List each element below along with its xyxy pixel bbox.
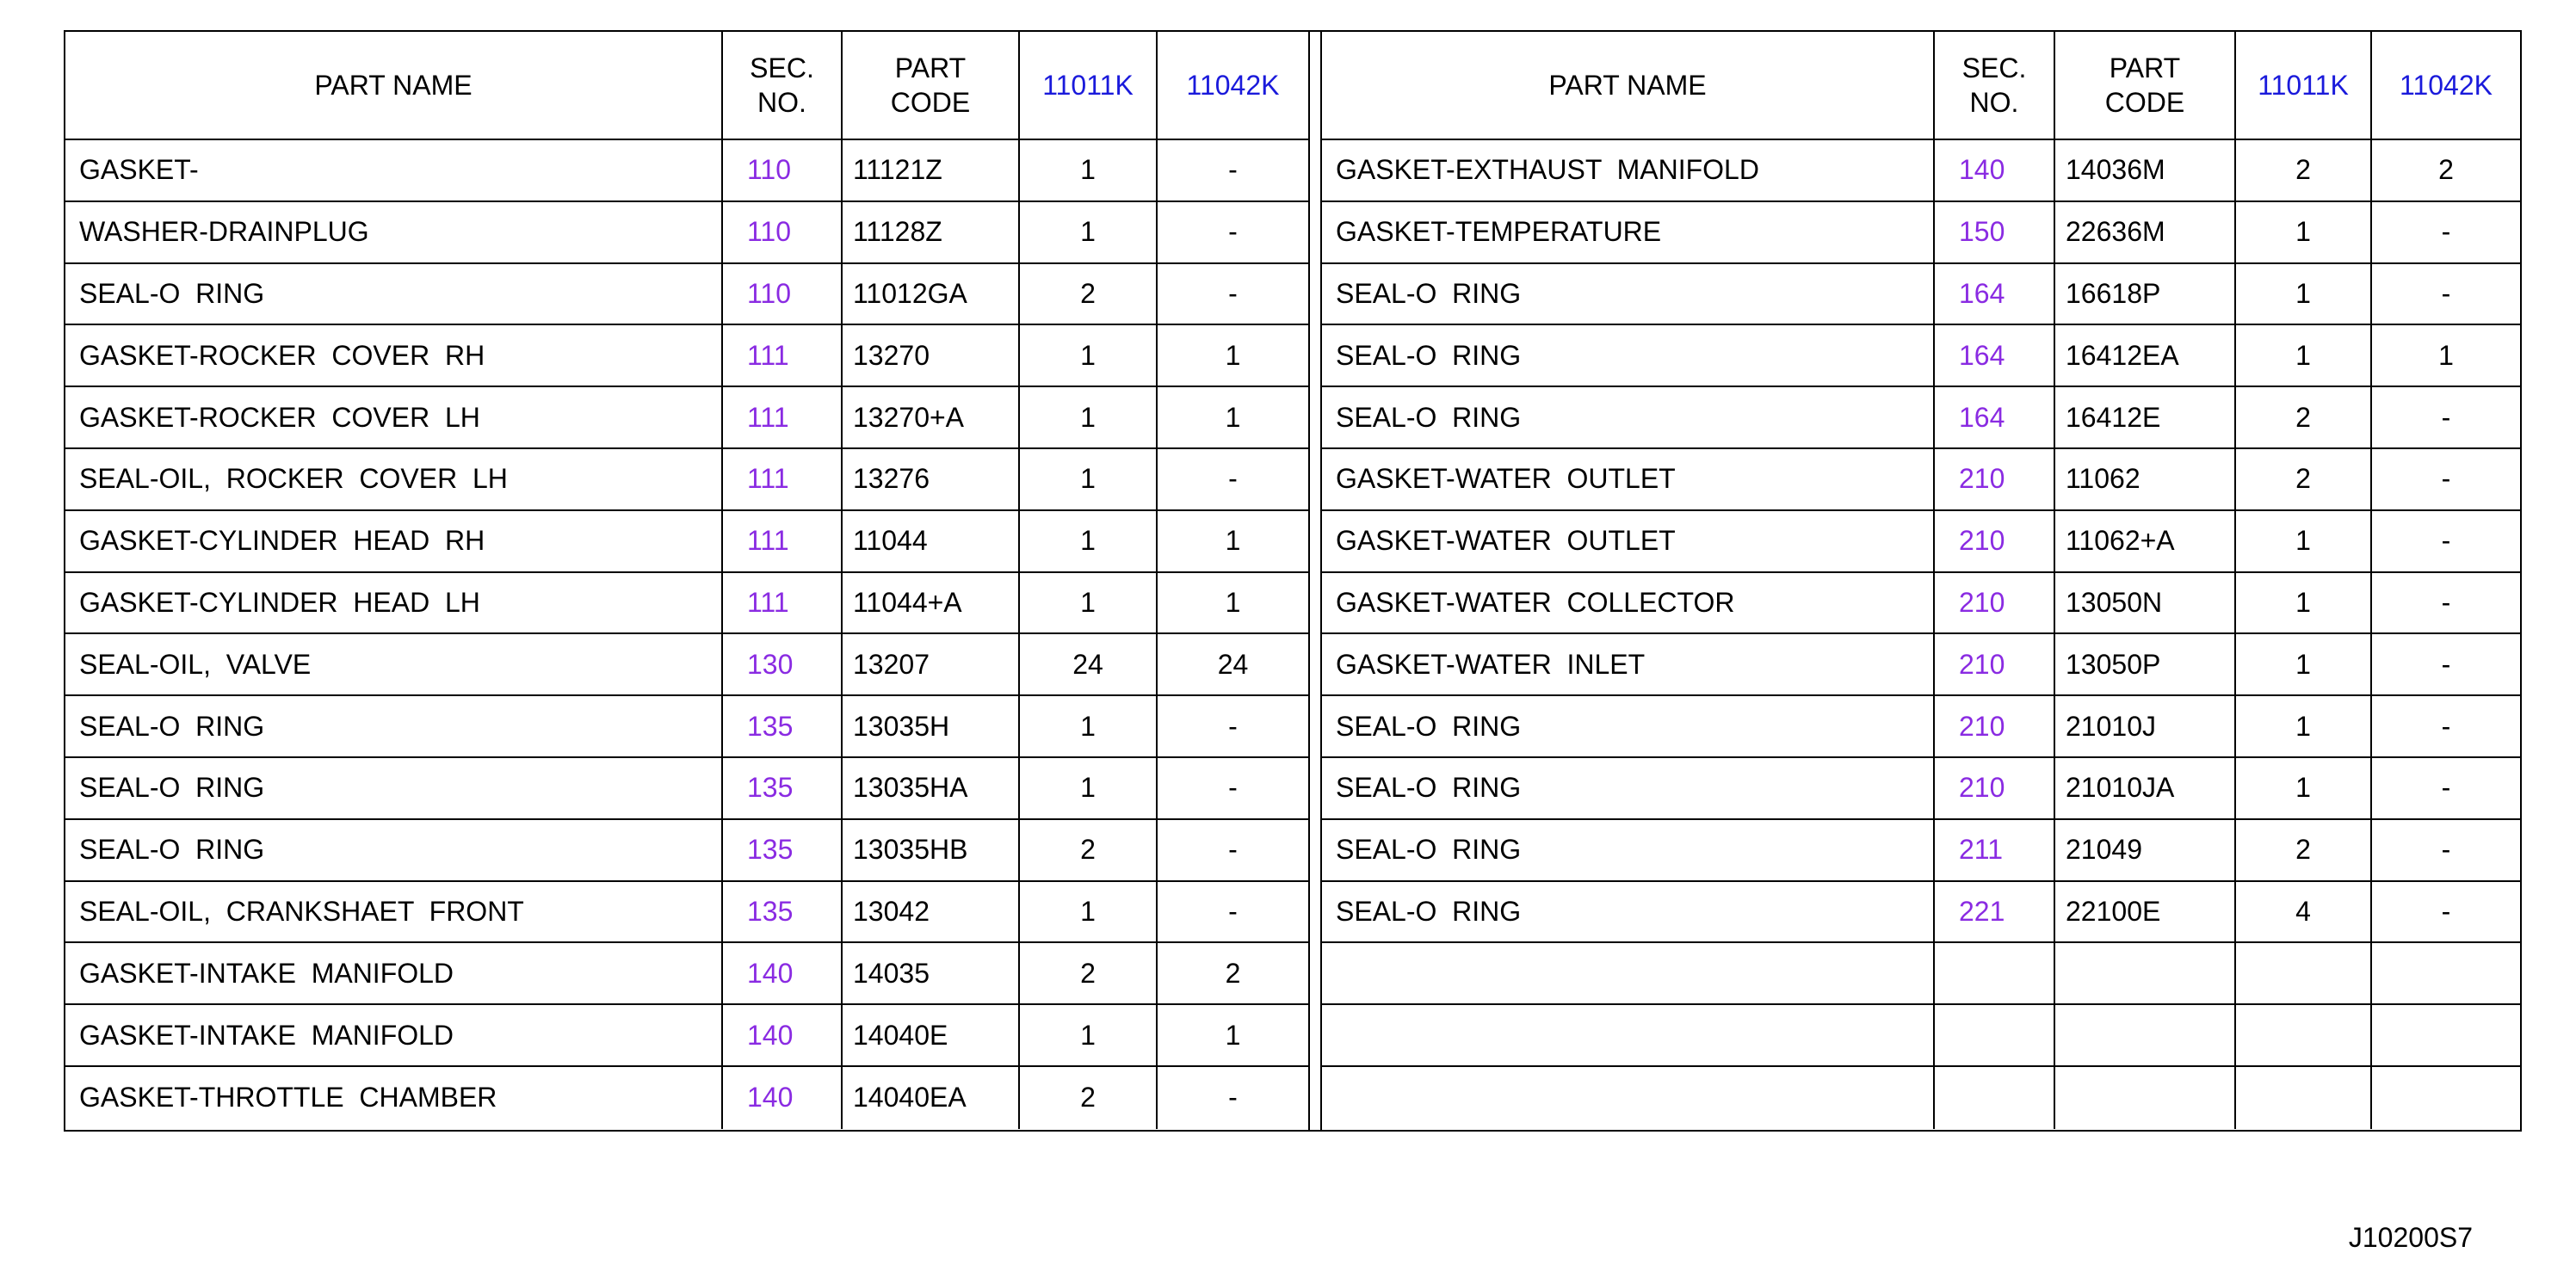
qty-11011k-cell: 1	[2236, 758, 2372, 818]
table-row	[65, 449, 1308, 511]
qty-11042k-cell: -	[1228, 895, 1238, 927]
qty-11042k-cell: -	[2441, 463, 2451, 495]
sec-no-cell	[1935, 943, 2055, 1003]
part-name-cell: GASKET-	[65, 140, 723, 200]
qty-11011k-cell: 24	[1020, 634, 1158, 694]
part-code-cell: 13035H	[843, 696, 1020, 756]
table-row	[1322, 573, 2520, 635]
qty-11042k-cell: -	[2441, 586, 2451, 618]
table-header-row	[65, 32, 1308, 140]
part-name-cell: SEAL-O RING	[1322, 387, 1935, 447]
header-model-11011k: 11011K	[2236, 32, 2372, 139]
qty-11042k-cell: 1	[1225, 586, 1241, 618]
qty-11042k-cell: 24	[1217, 648, 1249, 680]
qty-11042k-cell: -	[2441, 525, 2451, 557]
table-row	[1322, 634, 2520, 696]
qty-11042k-cell: -	[2441, 710, 2451, 742]
qty-11011k-cell	[2236, 1005, 2372, 1065]
part-code-cell: 13050P	[2055, 634, 2236, 694]
qty-11011k-cell: 1	[2236, 511, 2372, 571]
qty-11011k-cell: 1	[2236, 696, 2372, 756]
part-code-cell: 14040E	[843, 1005, 1020, 1065]
qty-11011k-cell: 1	[2236, 264, 2372, 324]
sec-no-cell: 111	[723, 573, 843, 633]
qty-11042k-cell: -	[1228, 772, 1238, 804]
qty-11011k-cell: 2	[2236, 387, 2372, 447]
table-row	[65, 634, 1308, 696]
qty-11011k-cell: 2	[2236, 820, 2372, 880]
qty-11011k-cell: 2	[2236, 140, 2372, 200]
sec-no-cell: 140	[723, 1005, 843, 1065]
table-row	[1322, 202, 2520, 264]
part-name-cell: GASKET-EXTHAUST MANIFOLD	[1322, 140, 1935, 200]
table-row	[1322, 387, 2520, 449]
part-name-cell: WASHER-DRAINPLUG	[65, 202, 723, 262]
qty-11011k-cell: 2	[1020, 943, 1158, 1003]
part-code-cell: 16412E	[2055, 387, 2236, 447]
header-sec-no: SEC. NO.	[1935, 32, 2055, 139]
part-name-cell: SEAL-O RING	[1322, 758, 1935, 818]
table-row	[65, 387, 1308, 449]
table-row	[1322, 882, 2520, 944]
sec-no-cell: 210	[1935, 449, 2055, 509]
part-code-cell: 21010J	[2055, 696, 2236, 756]
part-code-cell	[2055, 943, 2236, 1003]
part-code-cell: 11044	[843, 511, 1020, 571]
sec-no-cell: 110	[723, 140, 843, 200]
header-model-11042k: 11042K	[2400, 70, 2493, 101]
header-part-name: PART NAME	[1322, 32, 1935, 139]
qty-11011k-cell: 1	[1020, 449, 1158, 509]
part-name-cell: SEAL-O RING	[1322, 820, 1935, 880]
table-row	[65, 1067, 1308, 1129]
part-code-cell: 21010JA	[2055, 758, 2236, 818]
sec-no-cell: 111	[723, 325, 843, 386]
part-name-cell: SEAL-O RING	[1322, 882, 1935, 942]
table-row	[1322, 758, 2520, 820]
qty-11042k-cell	[2372, 943, 2520, 1003]
qty-11011k-cell: 1	[1020, 758, 1158, 818]
part-code-cell: 21049	[2055, 820, 2236, 880]
sec-no-cell: 130	[723, 634, 843, 694]
sec-no-cell: 164	[1935, 325, 2055, 386]
sec-no-cell: 140	[723, 943, 843, 1003]
qty-11042k-cell: -	[2441, 648, 2451, 680]
sec-no-cell: 211	[1935, 820, 2055, 880]
part-name-cell: SEAL-O RING	[1322, 264, 1935, 324]
part-name-cell: GASKET-WATER OUTLET	[1322, 449, 1935, 509]
table-row	[1322, 140, 2520, 202]
table-row	[65, 882, 1308, 944]
qty-11042k-cell: 1	[1225, 1019, 1241, 1051]
part-name-cell: SEAL-OIL, ROCKER COVER LH	[65, 449, 723, 509]
qty-11042k-cell: -	[2441, 216, 2451, 248]
table-row	[1322, 264, 2520, 326]
qty-11042k-cell: 1	[1225, 401, 1241, 433]
header-part-code: PART CODE	[2055, 32, 2236, 139]
part-code-cell: 11121Z	[843, 140, 1020, 200]
part-code-cell: 13270+A	[843, 387, 1020, 447]
parts-table	[64, 30, 2522, 1132]
qty-11042k-cell	[2372, 1067, 2520, 1129]
part-code-cell	[2055, 1005, 2236, 1065]
qty-11011k-cell: 2	[2236, 449, 2372, 509]
header-model-11011k: 11011K	[1020, 32, 1158, 139]
table-row	[1322, 1067, 2520, 1129]
part-code-cell: 14035	[843, 943, 1020, 1003]
qty-11011k-cell: 2	[1020, 264, 1158, 324]
part-name-cell: GASKET-ROCKER COVER RH	[65, 325, 723, 386]
part-name-cell: SEAL-OIL, VALVE	[65, 634, 723, 694]
qty-11011k-cell: 1	[2236, 325, 2372, 386]
part-code-cell: 14040EA	[843, 1067, 1020, 1129]
qty-11042k-cell: -	[2441, 401, 2451, 433]
part-code-cell: 16412EA	[2055, 325, 2236, 386]
sec-no-cell: 210	[1935, 573, 2055, 633]
qty-11042k-cell: -	[2441, 834, 2451, 866]
table-row	[1322, 1005, 2520, 1067]
sec-no-cell: 111	[723, 449, 843, 509]
part-name-cell	[1322, 1005, 1935, 1065]
sec-no-cell: 110	[723, 264, 843, 324]
table-row	[1322, 449, 2520, 511]
table-row	[65, 140, 1308, 202]
qty-11042k-cell: -	[1228, 216, 1238, 248]
qty-11011k-cell: 1	[1020, 387, 1158, 447]
qty-11042k-cell: -	[2441, 895, 2451, 927]
qty-11042k-cell	[2372, 1005, 2520, 1065]
part-name-cell: GASKET-CYLINDER HEAD RH	[65, 511, 723, 571]
sec-no-cell: 135	[723, 820, 843, 880]
part-code-cell: 13035HA	[843, 758, 1020, 818]
qty-11011k-cell: 1	[2236, 202, 2372, 262]
qty-11011k-cell: 1	[1020, 1005, 1158, 1065]
qty-11011k-cell: 1	[1020, 325, 1158, 386]
part-code-cell: 13042	[843, 882, 1020, 942]
sec-no-cell: 135	[723, 696, 843, 756]
table-row	[65, 943, 1308, 1005]
table-row	[65, 820, 1308, 882]
part-name-cell: SEAL-OIL, CRANKSHAET FRONT	[65, 882, 723, 942]
part-name-cell: GASKET-THROTTLE CHAMBER	[65, 1067, 723, 1129]
sec-no-cell	[1935, 1067, 2055, 1129]
qty-11042k-cell: 2	[2438, 154, 2454, 186]
qty-11042k-cell: -	[2441, 277, 2451, 309]
part-code-cell: 13035HB	[843, 820, 1020, 880]
sec-no-cell: 140	[1935, 140, 2055, 200]
table-row	[65, 202, 1308, 264]
sec-no-cell: 210	[1935, 634, 2055, 694]
part-name-cell: GASKET-INTAKE MANIFOLD	[65, 1005, 723, 1065]
table-row	[65, 758, 1308, 820]
table-row	[65, 1005, 1308, 1067]
sec-no-cell: 111	[723, 511, 843, 571]
part-code-cell: 13207	[843, 634, 1020, 694]
sec-no-cell: 164	[1935, 387, 2055, 447]
part-name-cell: GASKET-WATER OUTLET	[1322, 511, 1935, 571]
part-name-cell: SEAL-O RING	[65, 820, 723, 880]
parts-table-left	[65, 32, 1308, 1130]
qty-11042k-cell: -	[1228, 710, 1238, 742]
part-code-cell: 16618P	[2055, 264, 2236, 324]
qty-11042k-cell: -	[2441, 772, 2451, 804]
qty-11011k-cell: 1	[2236, 573, 2372, 633]
qty-11011k-cell: 2	[1020, 1067, 1158, 1129]
qty-11011k-cell: 1	[1020, 696, 1158, 756]
part-name-cell: GASKET-WATER INLET	[1322, 634, 1935, 694]
part-name-cell: SEAL-O RING	[65, 264, 723, 324]
qty-11042k-cell: -	[1228, 277, 1238, 309]
qty-11042k-cell: -	[1228, 154, 1238, 186]
part-code-cell: 11062+A	[2055, 511, 2236, 571]
part-code-cell: 22100E	[2055, 882, 2236, 942]
part-name-cell: GASKET-WATER COLLECTOR	[1322, 573, 1935, 633]
table-row	[1322, 943, 2520, 1005]
table-row	[65, 696, 1308, 758]
part-code-cell: 13050N	[2055, 573, 2236, 633]
part-code-cell: 11128Z	[843, 202, 1020, 262]
qty-11011k-cell: 1	[1020, 573, 1158, 633]
table-row	[65, 264, 1308, 326]
qty-11011k-cell: 1	[2236, 634, 2372, 694]
qty-11042k-cell: 1	[1225, 339, 1241, 371]
qty-11042k-cell: -	[1228, 834, 1238, 866]
qty-11011k-cell: 1	[1020, 202, 1158, 262]
part-code-cell: 14036M	[2055, 140, 2236, 200]
table-header-row	[1322, 32, 2520, 140]
table-row	[1322, 820, 2520, 882]
table-separator	[1308, 32, 1322, 1130]
table-row	[1322, 511, 2520, 573]
qty-11011k-cell	[2236, 1067, 2372, 1129]
part-name-cell: SEAL-O RING	[1322, 696, 1935, 756]
qty-11042k-cell: 2	[1225, 957, 1241, 989]
part-code-cell: 22636M	[2055, 202, 2236, 262]
sec-no-cell: 111	[723, 387, 843, 447]
sec-no-cell: 135	[723, 758, 843, 818]
qty-11011k-cell: 2	[1020, 820, 1158, 880]
sec-no-cell: 140	[723, 1067, 843, 1129]
qty-11042k-cell: -	[1228, 1082, 1238, 1114]
sec-no-cell	[1935, 1005, 2055, 1065]
qty-11011k-cell: 4	[2236, 882, 2372, 942]
part-code-cell: 11062	[2055, 449, 2236, 509]
part-code-cell	[2055, 1067, 2236, 1129]
qty-11042k-cell: 1	[2438, 339, 2454, 371]
table-row	[1322, 325, 2520, 387]
part-code-cell: 11012GA	[843, 264, 1020, 324]
sec-no-cell: 210	[1935, 696, 2055, 756]
part-name-cell	[1322, 1067, 1935, 1129]
table-row	[65, 511, 1308, 573]
part-name-cell: SEAL-O RING	[1322, 325, 1935, 386]
part-name-cell: SEAL-O RING	[65, 758, 723, 818]
qty-11042k-cell: -	[1228, 463, 1238, 495]
part-name-cell: GASKET-ROCKER COVER LH	[65, 387, 723, 447]
sec-no-cell: 164	[1935, 264, 2055, 324]
part-code-cell: 11044+A	[843, 573, 1020, 633]
parts-table-right	[1322, 32, 2520, 1130]
part-code-cell: 13270	[843, 325, 1020, 386]
part-name-cell: SEAL-O RING	[65, 696, 723, 756]
part-name-cell: GASKET-TEMPERATURE	[1322, 202, 1935, 262]
table-row	[65, 325, 1308, 387]
table-row	[65, 573, 1308, 635]
qty-11011k-cell	[2236, 943, 2372, 1003]
part-name-cell	[1322, 943, 1935, 1003]
qty-11011k-cell: 1	[1020, 140, 1158, 200]
sec-no-cell: 150	[1935, 202, 2055, 262]
qty-11011k-cell: 1	[1020, 511, 1158, 571]
qty-11011k-cell: 1	[1020, 882, 1158, 942]
header-model-11042k: 11042K	[1186, 70, 1280, 101]
part-name-cell: GASKET-INTAKE MANIFOLD	[65, 943, 723, 1003]
sec-no-cell: 110	[723, 202, 843, 262]
sec-no-cell: 210	[1935, 758, 2055, 818]
header-part-name: PART NAME	[65, 32, 723, 139]
sec-no-cell: 221	[1935, 882, 2055, 942]
sec-no-cell: 210	[1935, 511, 2055, 571]
header-part-code: PART CODE	[843, 32, 1020, 139]
drawing-code: J10200S7	[2348, 1222, 2473, 1253]
table-row	[1322, 696, 2520, 758]
qty-11042k-cell: 1	[1225, 525, 1241, 557]
header-sec-no: SEC. NO.	[723, 32, 843, 139]
part-code-cell: 13276	[843, 449, 1020, 509]
sec-no-cell: 135	[723, 882, 843, 942]
part-name-cell: GASKET-CYLINDER HEAD LH	[65, 573, 723, 633]
